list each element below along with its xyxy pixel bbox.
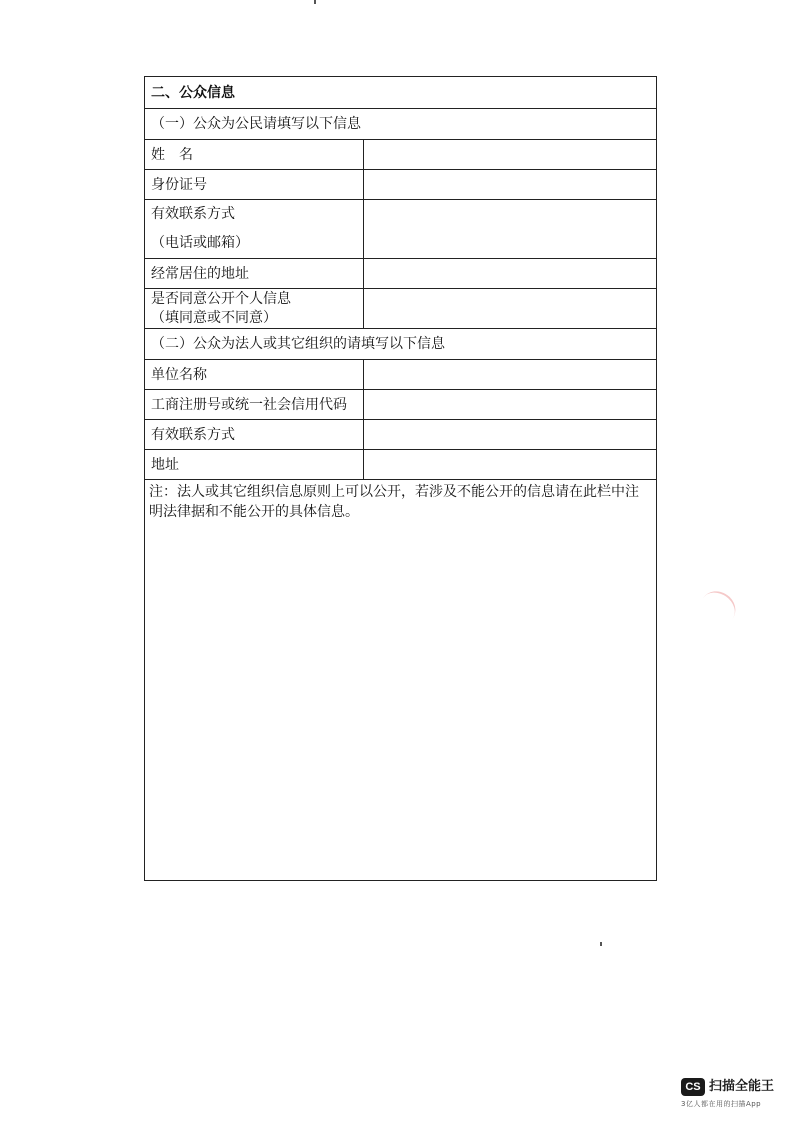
residence-address-label: 经常居住的地址 — [145, 259, 364, 289]
citizen-contact-label-line2: （电话或邮箱） — [151, 235, 249, 251]
scan-speck — [314, 0, 316, 4]
org-address-label: 地址 — [145, 450, 364, 480]
id-number-label: 身份证号 — [145, 170, 364, 200]
section-title: 二、公众信息 — [145, 77, 657, 109]
credit-code-field[interactable] — [364, 390, 657, 420]
org-address-field[interactable] — [364, 450, 657, 480]
partial-seal-stamp — [679, 586, 751, 704]
unit-name-label: 单位名称 — [145, 360, 364, 390]
consent-label-line1: 是否同意公开个人信息 — [151, 290, 291, 307]
org-contact-label: 有效联系方式 — [145, 420, 364, 450]
citizen-contact-field[interactable] — [364, 200, 657, 259]
consent-label — [145, 289, 364, 329]
id-number-field[interactable] — [364, 170, 657, 200]
consent-label-line2: （填同意或不同意） — [151, 309, 277, 326]
organization-heading: （二）公众为法人或其它组织的请填写以下信息 — [145, 329, 657, 360]
residence-address-field[interactable] — [364, 259, 657, 289]
org-contact-field[interactable] — [364, 420, 657, 450]
credit-code-label: 工商注册号或统一社会信用代码 — [145, 390, 364, 420]
consent-field[interactable] — [364, 289, 657, 329]
name-label: 姓 名 — [145, 140, 364, 170]
public-info-form — [144, 76, 657, 881]
unit-name-field[interactable] — [364, 360, 657, 390]
citizen-contact-label-line1: 有效联系方式 — [151, 206, 235, 222]
citizen-contact-label — [145, 200, 364, 259]
watermark-title: 扫描全能王 — [709, 1079, 775, 1094]
scan-speck — [600, 942, 602, 946]
camscanner-logo-icon: CS — [681, 1078, 705, 1096]
watermark-subtitle: 3亿人都在用的扫描App — [681, 1100, 762, 1108]
note-area[interactable] — [145, 480, 657, 881]
note-text: 注：法人或其它组织信息原则上可以公开，若涉及不能公开的信息请在此栏中注明法律据和不能公开的具体信息。 — [149, 484, 639, 520]
citizen-heading: （一）公众为公民请填写以下信息 — [145, 109, 657, 140]
camscanner-watermark — [681, 1078, 777, 1112]
name-field[interactable] — [364, 140, 657, 170]
